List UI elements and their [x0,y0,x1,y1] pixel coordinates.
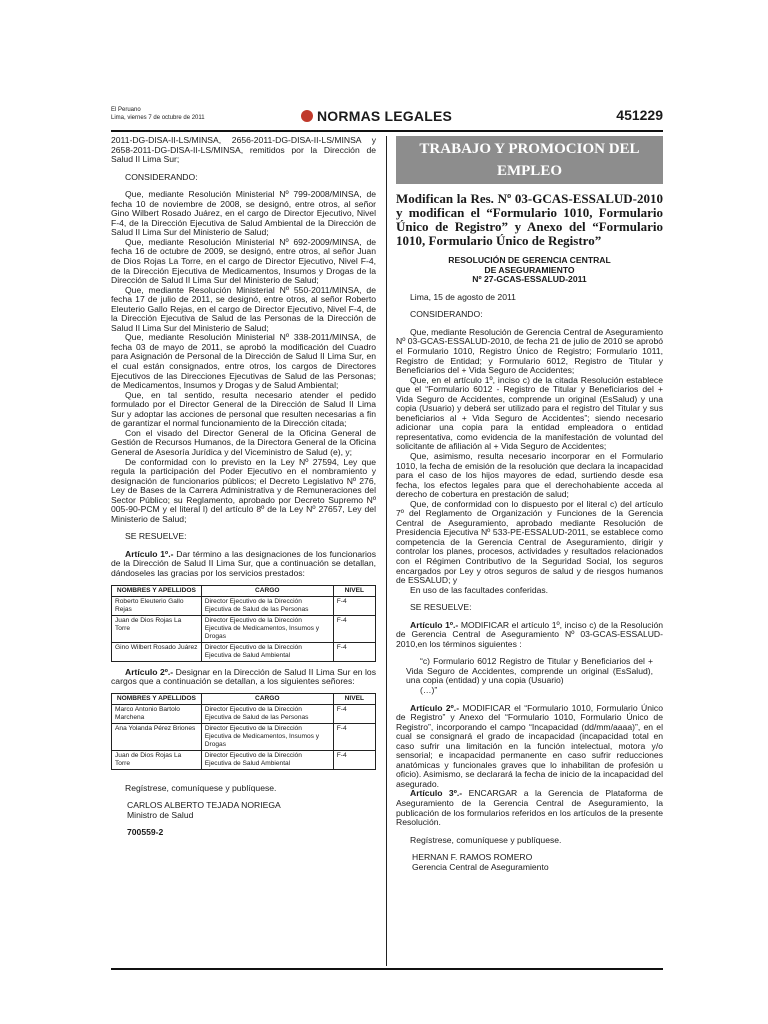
paragraph: Que, en el artículo 1º, inciso c) de la citada Resolución establece que el “Formulario 6012 - Registro de Titular y Beneficiarios del + Vida Seguro de Accidentes, comprende un original (EsSalud) y una copia (Usuario) y deberá ser utilizado para el registro del Titular y sus beneficiarios al + Vida Seguro de Accidentes”; siendo necesario adicionar una copia para la entidad empleadora o entidad representativa, como evidencia de la manifestación de voluntad del solicitante de afiliación al + Vida Seguro de Accidentes; [396,374,663,452]
bottom-rule [111,968,663,970]
cell-nivel: F-4 [333,723,375,750]
column-header-name: NOMBRES Y APELLIDOS [112,585,202,596]
article-text: MODIFICAR el “Formulario 1010, Formulario Único de Registro” y Anexo del “Formulario 1010, Formulario Único de Registro”, incorporando el campo “Incapacidad (dd/mm/aaaa)”, en el cual se consignará el grado de incapacidad (incapacidad total en caso sufrir una limitación en la función intelectual, motora y/o sensorial; e incapacidad permanente en caso sufrir reducciones anatómicas y funcionales graves que lo inhabilitan de profesión u oficio). Asimismo, se declarará la fecha de inicio de la incapacidad del asegurado. [396,702,663,789]
section-name: NORMAS LEGALES [317,108,453,124]
cell-name: Ana Yolanda Pérez Briones [112,723,202,750]
column-header-nivel: NIVEL [333,693,375,704]
article-3 [396,789,663,827]
paragraph: Que, en tal sentido, resulta necesario atender el pedido formulado por el Director General de la Dirección de Salud II Lima Sur y adoptar las acciones de personal que resulten necesarias a fin de garantizar el normal funcionamiento de la Dirección citada; [111,389,376,429]
article-2 [111,668,376,687]
signer-name: HERNAN F. RAMOS ROMERO [412,852,533,863]
table-header-row [112,693,376,704]
column-divider [386,136,387,966]
article-label: Artículo 1º.- [410,619,459,630]
cell-nivel: F-4 [333,615,375,642]
resuelve-heading: SE RESUELVE: [410,602,472,613]
article-label: Artículo 2º.- [125,666,174,677]
paragraph: Que, asimismo, resulta necesario incorporar en el Formulario 1010, la fecha de emisión de la resolución que declara la incapacidad para el caso de los hijos mayores de edad, surtiendo desde esa fecha, los efectos legales para que el derechohabiente acceda al derecho de cobertura en prestación de salud; [396,450,663,500]
cell-name: Juan de Dios Rojas La Torre [112,615,202,642]
issue-date: Lima, viernes 7 de octubre de 2011 [111,115,205,121]
signer-name: CARLOS ALBERTO TEJADA NORIEGA [127,800,281,811]
article-text: Designar en la Dirección de Salud II Lima Sur en los cargos que a continuación se detallan, a los siguientes señores: [111,666,376,687]
cell-cargo: Director Ejecutivo de la Dirección Ejecutiva de Salud Ambiental [201,642,333,661]
table-row [112,750,376,769]
table-terminated [111,585,376,662]
article-text: MODIFICAR el artículo 1º, inciso c) de la Resolución de Gerencia Central de Aseguramiento Nº 03-GCAS-ESSALUD-2010,en los términos siguientes : [396,619,663,649]
paragraph: Que, mediante Resolución Ministerial Nº 550-2011/MINSA, de fecha 17 de julio de 2011, se designó, entre otros, al señor Roberto Eleuterio Gallo Rejas, en el cargo de Director Ejecutivo, Nivel F-4, de la Dirección Ejecutiva de Salud de las Personas de la Dirección de Salud II Lima Sur del Ministerio de Salud; [111,284,376,333]
section-banner: TRABAJO Y PROMOCION DEL EMPLEO [396,136,663,184]
resolution-number: Nº 27-GCAS-ESSALUD-2011 [472,274,587,285]
cell-nivel: F-4 [333,750,375,769]
resolution-title: Modifican la Res. Nº 03-GCAS-ESSALUD-2010 y modifican el “Formulario 1010, Formulario Único de Registro” y Anexo del “Formulario 1010, Formulario Único de Registro” [396,191,663,248]
quoted-text: “c) Formulario 6012 Registro de Titular y Beneficiarios del + Vida Seguro de Accidentes, comprende un original (EsSalud), una copia (entidad) y una copia (Usuario) [406,656,653,686]
table-row [112,723,376,750]
cell-cargo: Director Ejecutivo de la Dirección Ejecutiva de Salud Ambiental [201,750,333,769]
cell-name: Juan de Dios Rojas La Torre [112,750,202,769]
considerando-heading: CONSIDERANDO: [410,309,483,320]
column-header-cargo: CARGO [201,585,333,596]
paragraph: Que, mediante Resolución Ministerial Nº 338-2011/MINSA, de fecha 03 de mayo de 2011, se aprobó la modificación del Cuadro para Asignación de Personal de la Dirección de Salud II Lima Sur, en el cual están consignados, entre otros, los cargos de Directores Ejecutivos de las Direcciones Ejecutivas de Salud de las Personas; de Medicamentos, Insumos y Drogas y de Salud Ambiental; [111,332,376,391]
article-text: Dar término a las designaciones de los funcionarios de la Dirección de Salud II Lima Sur, que a continuación se detallan, dándoseles las gracias por los servicios prestados: [111,548,377,578]
article-label: Artículo 3º.- [410,788,463,799]
resolution-heading-line: RESOLUCIÓN DE GERENCIA CENTRAL [448,255,611,265]
table-row [112,615,376,642]
table-row [112,704,376,723]
table-header-row [112,585,376,596]
newspaper-name: El Peruano [111,107,141,113]
column-header-nivel: NIVEL [333,585,375,596]
publication-code: 700559-2 [127,827,164,838]
cell-cargo: Director Ejecutivo de la Dirección Ejecutiva de Salud de las Personas [201,596,333,615]
signer-title: Ministro de Salud [127,809,194,820]
paragraph: Que, de conformidad con lo dispuesto por el literal c) del artículo 7º del Reglamento de Organización y Funciones de la Gerencia Central de Aseguramiento, aprobado mediante Resolución de Presidencia Ejecutiva Nº 533-PE-ESSALUD-2011, se establece como competencia de la Gerencia Central de Aseguramiento, dirigir y controlar los planes, procesos, actividades y resultados relacionados con el Régimen Contributivo de la Seguridad Social, los seguros encargados por Ley y otros seguros de salud y de riesgos humanos de ESSALUD; y [396,498,663,586]
left-column [111,136,376,838]
cell-cargo: Director Ejecutivo de la Dirección Ejecutiva de Medicamentos, Insumos y Drogas [201,723,333,750]
right-column [396,136,663,872]
considerando-heading: CONSIDERANDO: [125,171,198,182]
table-row [112,642,376,661]
quoted-text-end: (…)” [420,685,438,696]
cell-cargo: Director Ejecutivo de la Dirección Ejecutiva de Salud de las Personas [201,704,333,723]
article-1 [396,621,663,650]
article-1 [111,550,376,579]
coat-of-arms-icon [301,110,313,122]
paragraph: De conformidad con lo previsto en la Ley Nº 27594, Ley que regula la participación del Poder Ejecutivo en el nombramiento y designación de funcionarios públicos; el Decreto Legislativo Nº 276, Ley de Bases de la Carrera Administrativa y de Remuneraciones del Sector Público; su Reglamento, aprobado por Decreto Supremo Nº 005-90-PCM y el literal l) del artículo 8º de la Ley Nº 27657, Ley del Ministerio de Salud; [111,456,376,524]
cell-nivel: F-4 [333,704,375,723]
column-header-cargo: CARGO [201,693,333,704]
paragraph: Que, mediante Resolución de Gerencia Central de Aseguramiento Nº 03-GCAS-ESSALUD-2010, de fecha 21 de julio de 2010 se aprobó el Formulario 1010, Registro Único de Registro; Formulario 1011, Registro de Entidad; y Formulario 6012, Registro de Titular y Beneficiarios del + Vida Seguro de Accidentes; [396,326,663,376]
paragraph: Que, mediante Resolución Ministerial Nº 799-2008/MINSA, de fecha 10 de noviembre de 2008, se designó, entre otros, al señor Gino Wilbert Rosado Juárez, en el cargo de Director Ejecutivo, Nivel F-4, de la Dirección Ejecutiva de Salud Ambiental de la Dirección de Salud II Lima Sur del Ministerio de Salud; [111,189,376,238]
column-header-name: NOMBRES Y APELLIDOS [112,693,202,704]
cell-name: Roberto Eleuterio Gallo Rejas [112,596,202,615]
cell-nivel: F-4 [333,596,375,615]
paragraph: 2011-DG-DISA-II-LS/MINSA, 2656-2011-DG-DISA-II-LS/MINSA y 2658-2011-DG-DISA-II-LS/MINSA, remitidos por la Dirección de Salud II Lima Sur; [111,135,376,165]
page-number: 451229 [616,107,663,123]
resolution-date: Lima, 15 de agosto de 2011 [410,291,516,302]
paragraph: Con el visado del Director General de la Oficina General de Gestión de Recursos Humanos, de la Directora General de la Oficina General de Asesoría Jurídica y del Viceministro de Salud (e), y; [111,427,376,457]
article-label: Artículo 1º.- [125,548,174,559]
signer-title: Gerencia Central de Aseguramiento [412,861,549,872]
cell-nivel: F-4 [333,642,375,661]
article-2 [396,704,663,790]
cell-name: Marco Antonio Bartolo Marchena [112,704,202,723]
resolution-heading-line: DE ASEGURAMIENTO [484,264,575,275]
closing-formula: Regístrese, comuníquese y publíquese. [125,782,277,793]
article-text: ENCARGAR a la Gerencia de Plataforma de Aseguramiento de la Gerencia Central de Aseguramiento, la publicación de los formularios referidos en los artículos de la presente Resolución. [396,788,664,828]
header-left [111,106,205,122]
newspaper-page [111,104,664,872]
table-row [112,596,376,615]
header-center [301,108,452,124]
resolution-heading [396,256,663,285]
cell-name: Gino Wilbert Rosado Juárez [112,642,202,661]
table-designated [111,693,376,770]
cell-cargo: Director Ejecutivo de la Dirección Ejecutiva de Medicamentos, Insumos y Drogas [201,615,333,642]
paragraph: Que, mediante Resolución Ministerial Nº 692-2009/MINSA, de fecha 16 de octubre de 2009, se designó, entre otros, al señor Juan de Dios Rojas La Torre, en el cargo de Director Ejecutivo, Nivel F-4, de la Dirección Ejecutiva de Medicamentos, Insumos y Drogas de la Dirección de Salud II Lima Sur del Ministerio de Salud; [111,236,376,286]
closing-formula: Regístrese, comuníquese y publíquese. [410,834,562,845]
resuelve-heading: SE RESUELVE: [125,531,187,542]
article-label: Artículo 2º.- [410,702,460,713]
page-header [111,104,663,132]
paragraph: En uso de las facultades conferidas. [410,584,549,595]
